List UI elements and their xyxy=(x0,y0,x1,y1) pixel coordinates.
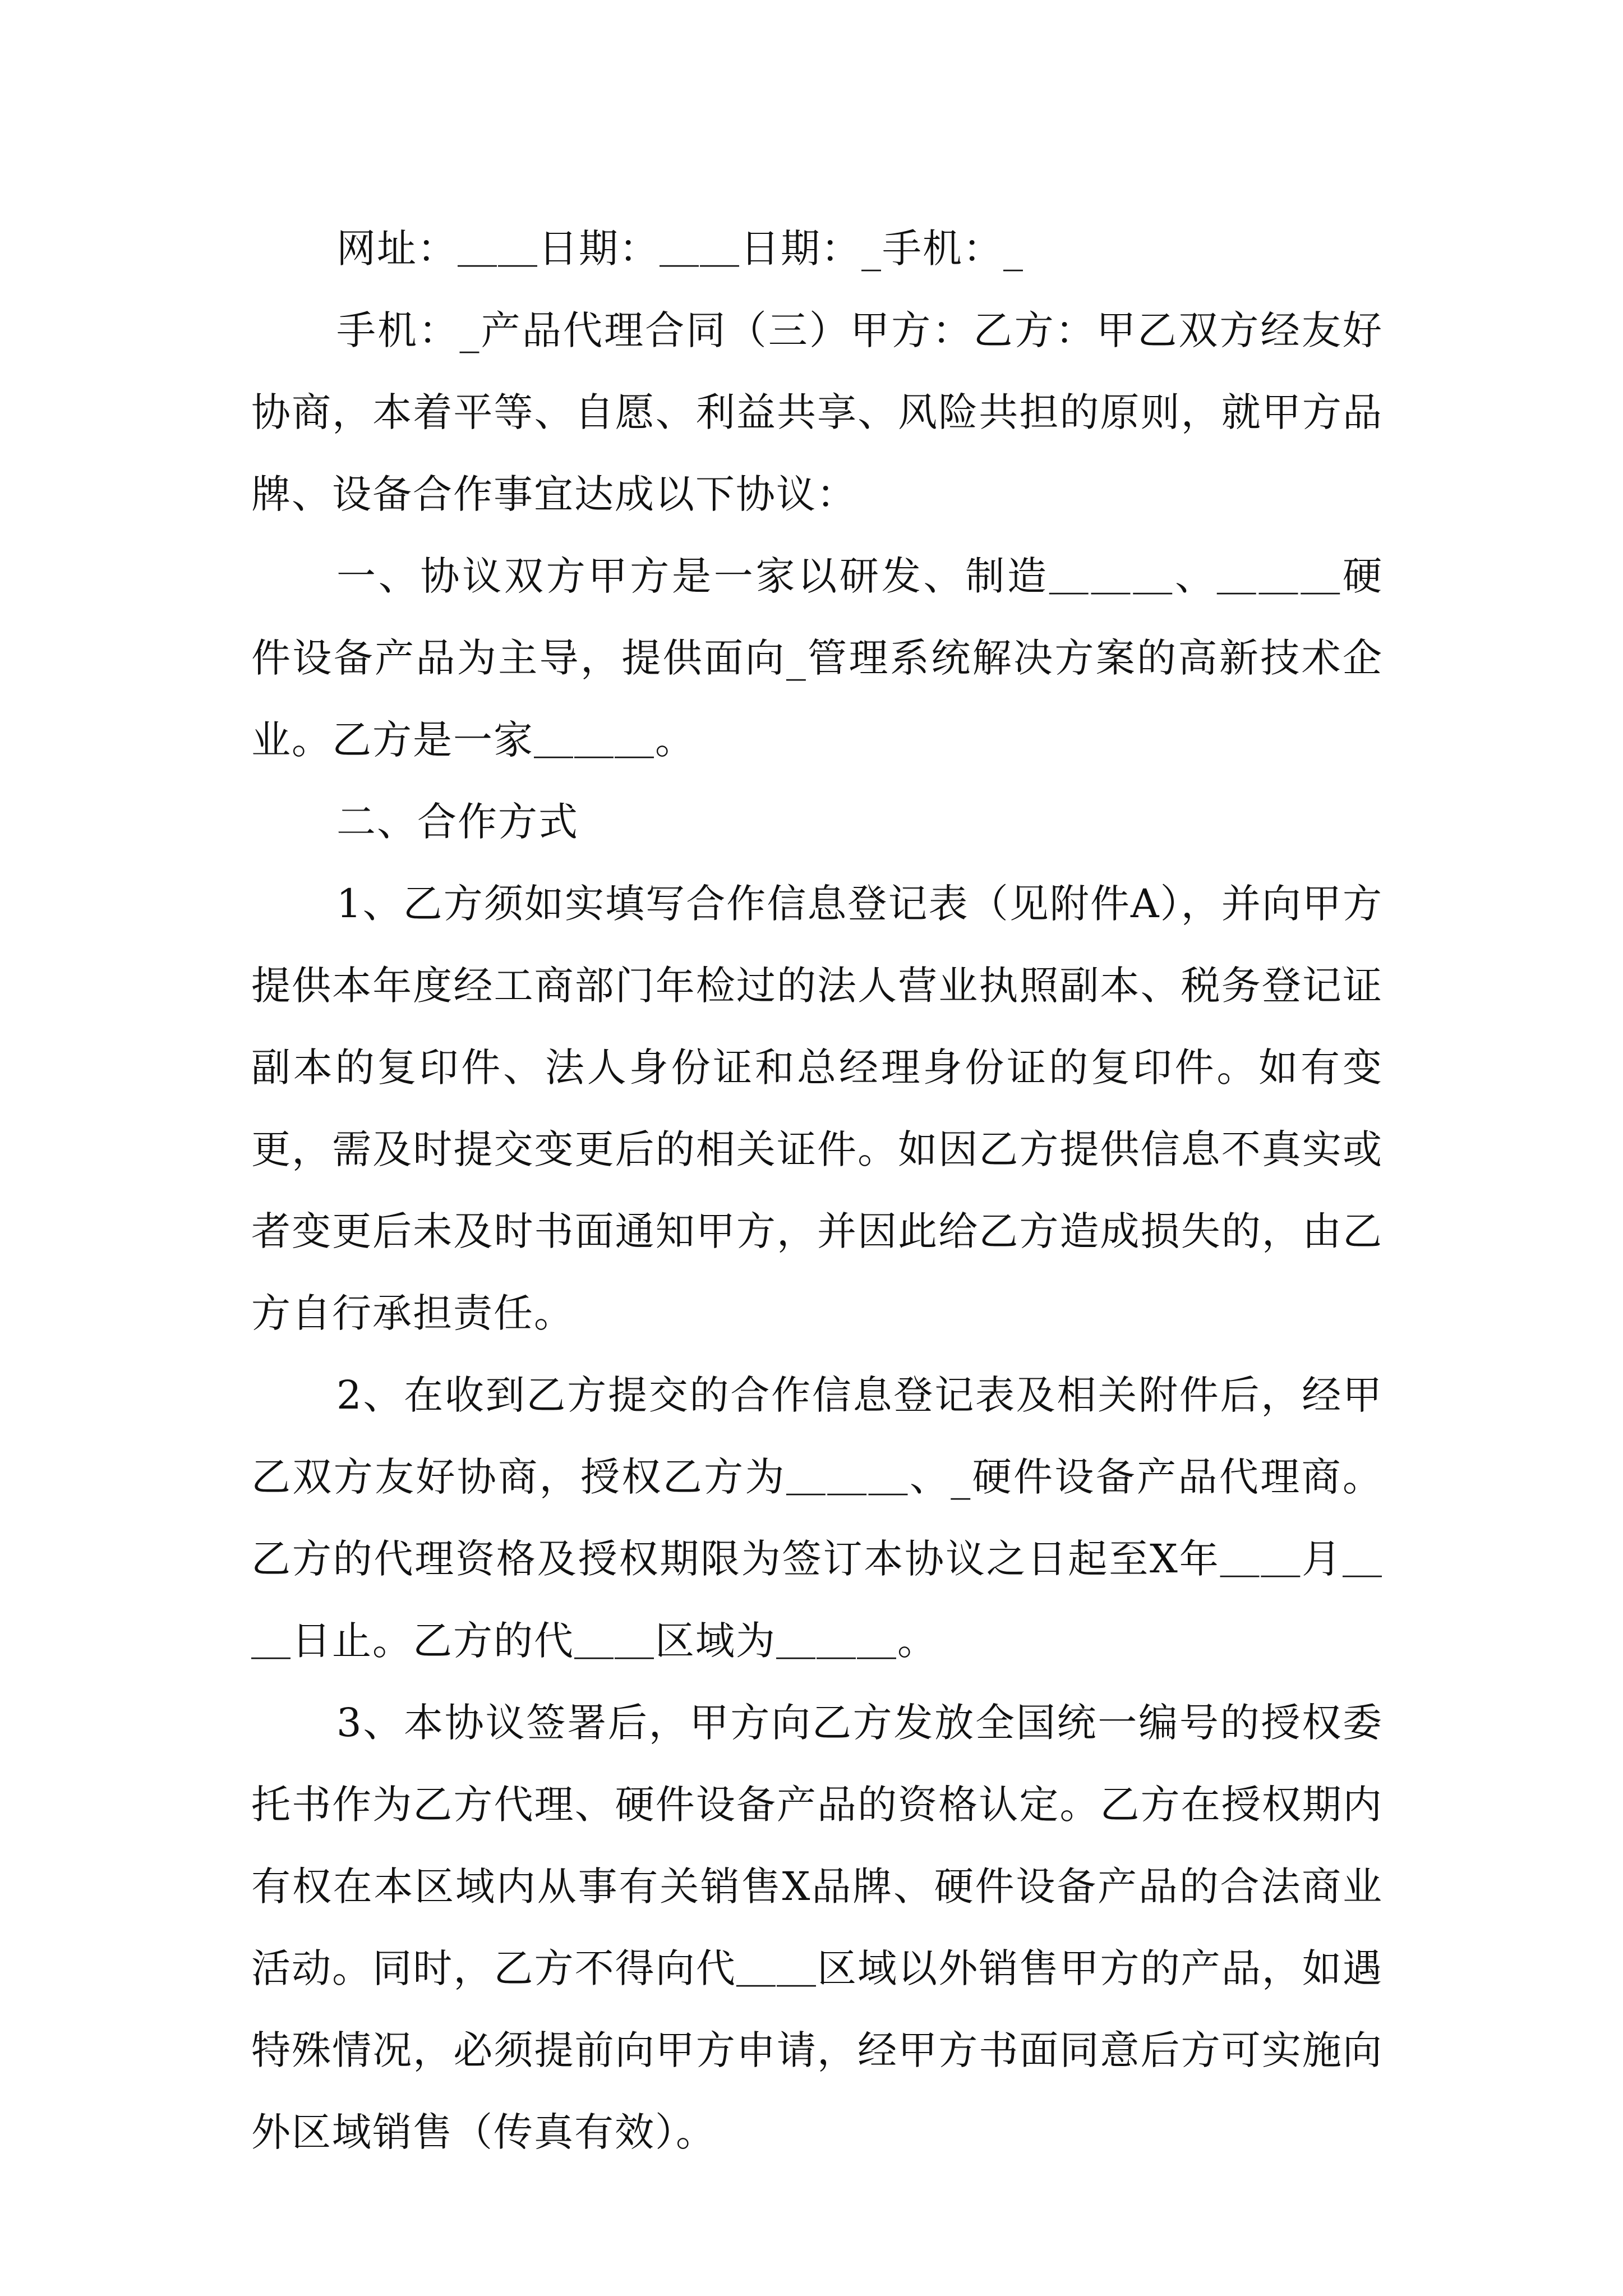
paragraph-contact-line: 网址：＿＿日期：＿＿日期：_手机：_ xyxy=(336,226,1024,272)
paragraph-contract-preamble: 手机：_产品代理合同（三）甲方：乙方：甲乙双方经友好协商，本着平等、自愿、利益共享、风险共担的原则，就甲方品牌、设备合作事宜达成以下协议： xyxy=(251,307,1383,517)
paragraph-clause-2: 2、在收到乙方提交的合作信息登记表及相关附件后，经甲乙双方友好协商，授权乙方为＿＿＿、_硬件设备产品代理商。乙方的代理资格及授权期限为签订本协议之日起至X年＿＿月＿＿日止。乙方的代＿＿区域为＿＿＿。 xyxy=(251,1372,1383,1664)
document-body xyxy=(251,208,1383,2173)
section-heading-cooperation: 二、合作方式 xyxy=(336,799,579,845)
paragraph-clause-1: 1、乙方须如实填写合作信息登记表（见附件A），并向甲方提供本年度经工商部门年检过的法人营业执照副本、税务登记证副本的复印件、法人身份证和总经理身份证的复印件。如有变更，需及时提交变更后的相关证件。如因乙方提供信息不真实或者变更后未及时书面通知甲方，并因此给乙方造成损失的，由乙方自行承担责任。 xyxy=(251,881,1383,1336)
paragraph-section-one: 一、协议双方甲方是一家以研发、制造＿＿＿、＿＿＿硬件设备产品为主导，提供面向_管理系统解决方案的高新技术企业。乙方是一家＿＿＿。 xyxy=(251,553,1383,763)
paragraph-clause-3: 3、本协议签署后，甲方向乙方发放全国统一编号的授权委托书作为乙方代理、硬件设备产品的资格认定。乙方在授权期内有权在本区域内从事有关销售X品牌、硬件设备产品的合法商业活动。同时，乙方不得向代＿＿区域以外销售甲方的产品，如遇特殊情况，必须提前向甲方申请，经甲方书面同意后方可实施向外区域销售（传真有效）。 xyxy=(251,1700,1383,2155)
